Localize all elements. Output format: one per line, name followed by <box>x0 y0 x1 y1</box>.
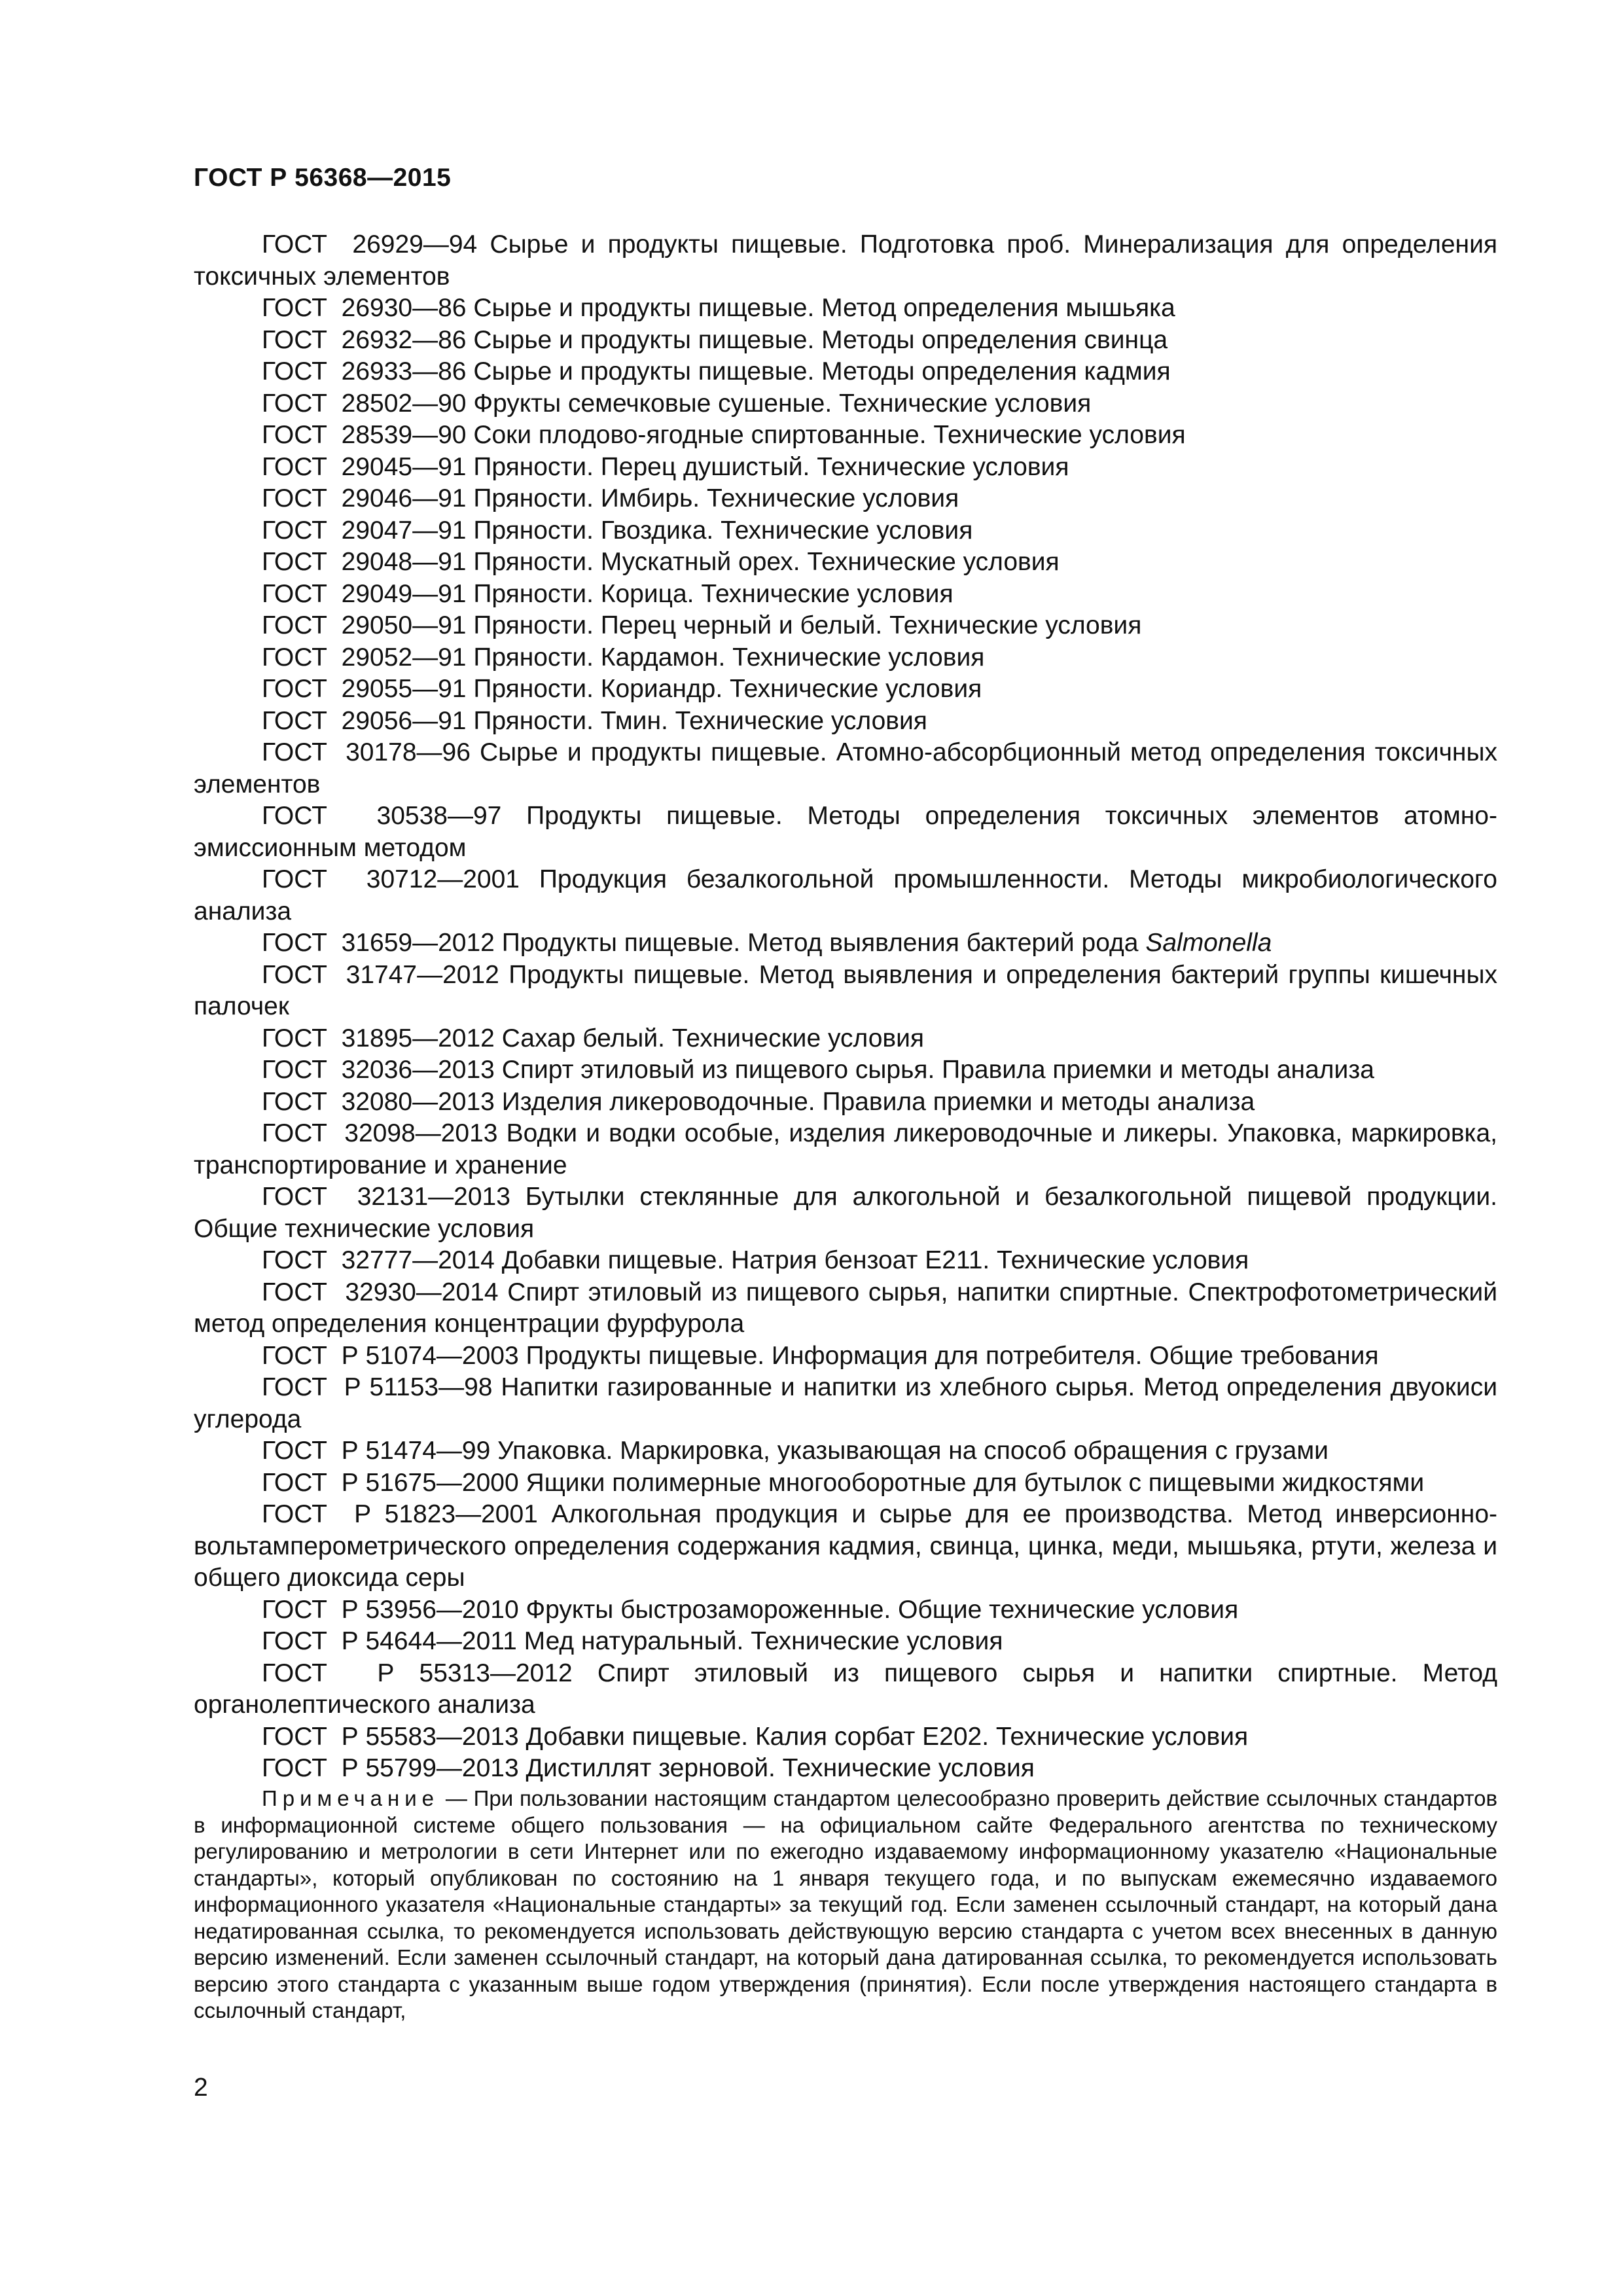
reference-title: Ящики полимерные многооборотные для бутылок с пищевыми жидкостями <box>526 1468 1425 1497</box>
reference-item <box>194 737 1497 800</box>
reference-code: ГОСТ 32036—2013 <box>262 1056 495 1084</box>
reference-title: Упаковка. Маркировка, указывающая на способ обращения с грузами <box>497 1437 1329 1465</box>
reference-title: Сырье и продукты пищевые. Подготовка проб. Минерализация для определения токсичных элементов <box>194 230 1497 291</box>
reference-title: Сырье и продукты пищевые. Атомно-абсорбционный метод определения токсичных элементов <box>194 738 1497 798</box>
reference-title: Сырье и продукты пищевые. Методы определения свинца <box>473 325 1168 354</box>
reference-item <box>194 1277 1497 1340</box>
reference-code: ГОСТ 29055—91 <box>262 675 467 703</box>
reference-code: ГОСТ 26932—86 <box>262 325 467 354</box>
reference-title: Пряности. Тмин. Технические условия <box>473 706 927 735</box>
reference-item <box>194 610 1497 642</box>
reference-code: ГОСТ 30712—2001 <box>262 865 520 893</box>
reference-title: Продукты пищевые. Метод выявления бактерий рода <box>501 929 1139 957</box>
reference-code: ГОСТ 32098—2013 <box>262 1119 498 1147</box>
reference-title: Пряности. Перец душистый. Технические условия <box>473 452 1069 481</box>
reference-item <box>194 1467 1497 1499</box>
reference-title: Фрукты семечковые сушеные. Технические условия <box>473 389 1092 418</box>
reference-title: Сырье и продукты пищевые. Метод определения мышьяка <box>473 294 1175 322</box>
reference-title: Водки и водки особые, изделия ликероводочные и ликеры. Упаковка, маркировка, транспортирование и хранение <box>194 1119 1497 1179</box>
note-text: — При пользовании настоящим стандартом целесообразно проверить действие ссылочных стандартов в информационной системе общего пользования — на официальном сайте Федерального агентства по техническому регулированию и метрологии в сети Интернет или по ежегодно издаваемому информационному указателю «Национальные стандарты», который опубликован по состоянию на 1 января текущего года, и по выпускам ежемесячно издаваемого информационного указателя «Национальные стандарты» за текущий год. Если заменен ссылочный стандарт, на который дана недатированная ссылка, то рекомендуется использовать действующую версию стандарта с учетом всех внесенных в данную версию изменений. Если заменен ссылочный стандарт, на который дана датированная ссылка, то рекомендуется использовать версию этого стандарта с указанным выше годом утверждения (принятия). Если после утверждения настоящего стандарта в ссылочный стандарт, <box>194 1786 1497 2022</box>
reference-title: Продукты пищевые. Информация для потребителя. Общие требования <box>526 1341 1379 1370</box>
reference-code: ГОСТ 32777—2014 <box>262 1246 495 1274</box>
reference-code: ГОСТ 26930—86 <box>262 294 467 322</box>
reference-item <box>194 1054 1497 1086</box>
page-number: 2 <box>194 2073 208 2102</box>
reference-code: ГОСТ 31895—2012 <box>262 1024 495 1052</box>
reference-title: Бутылки стеклянные для алкогольной и безалкогольной пищевой продукции. Общие технические условия <box>194 1183 1498 1243</box>
reference-title: Пряности. Перец черный и белый. Технические условия <box>473 611 1142 639</box>
reference-item <box>194 1753 1497 1785</box>
reference-title: Продукты пищевые. Методы определения токсичных элементов атомно-эмиссионным методом <box>194 802 1497 862</box>
reference-item <box>194 579 1497 611</box>
reference-code: ГОСТ Р 51823—2001 <box>262 1500 538 1528</box>
reference-title: Изделия ликероводочные. Правила приемки и методы анализа <box>501 1087 1255 1116</box>
reference-title: Спирт этиловый из пищевого сырья, напитки спиртные. Спектрофотометрический метод определения концентрации фурфурола <box>194 1278 1497 1338</box>
reference-item <box>194 927 1497 960</box>
reference-item <box>194 1086 1497 1119</box>
reference-title: Дистиллят зерновой. Технические условия <box>526 1754 1035 1782</box>
reference-item <box>194 800 1497 864</box>
reference-code: ГОСТ Р 51474—99 <box>262 1437 491 1465</box>
reference-item <box>194 483 1497 515</box>
reference-item <box>194 1721 1497 1753</box>
reference-code: ГОСТ 29056—91 <box>262 706 467 735</box>
reference-item <box>194 1245 1497 1277</box>
reference-item <box>194 293 1497 325</box>
reference-code: ГОСТ 32080—2013 <box>262 1087 495 1116</box>
reference-code: ГОСТ 31747—2012 <box>262 960 499 989</box>
reference-code: ГОСТ Р 54644—2011 <box>262 1627 517 1655</box>
reference-title: Фрукты быстрозамороженные. Общие технические условия <box>526 1595 1239 1624</box>
reference-title: Спирт этиловый из пищевого сырья и напитки спиртные. Метод органолептического анализа <box>194 1659 1498 1719</box>
reference-title: Пряности. Кардамон. Технические условия <box>473 643 985 672</box>
reference-item <box>194 1435 1497 1467</box>
reference-code: ГОСТ Р 51074—2003 <box>262 1341 519 1370</box>
reference-code: ГОСТ 29047—91 <box>262 516 467 545</box>
reference-italic-term: Salmonella <box>1145 929 1272 957</box>
reference-item <box>194 1594 1497 1626</box>
reference-code: ГОСТ Р 55799—2013 <box>262 1754 519 1782</box>
note-label: Примечание <box>262 1786 440 1810</box>
reference-code: ГОСТ 31659—2012 <box>262 929 495 957</box>
reference-title: Пряности. Имбирь. Технические условия <box>473 484 959 512</box>
reference-code: ГОСТ 29050—91 <box>262 611 467 639</box>
reference-code: ГОСТ 28502—90 <box>262 389 467 418</box>
reference-code: ГОСТ 29052—91 <box>262 643 467 672</box>
normative-references-list <box>194 229 1497 1785</box>
reference-title: Напитки газированные и напитки из хлебного сырья. Метод определения двуокиси углерода <box>194 1373 1497 1433</box>
reference-item <box>194 1118 1497 1181</box>
reference-code: ГОСТ Р 53956—2010 <box>262 1595 519 1624</box>
reference-title: Добавки пищевые. Калия сорбат Е202. Технические условия <box>526 1722 1249 1751</box>
reference-item <box>194 452 1497 484</box>
reference-item <box>194 1181 1497 1245</box>
reference-item <box>194 673 1497 706</box>
reference-item <box>194 515 1497 547</box>
reference-title: Пряности. Мускатный орех. Технические условия <box>473 548 1060 576</box>
reference-code: ГОСТ 26933—86 <box>262 357 467 386</box>
reference-item <box>194 1372 1497 1435</box>
reference-item <box>194 960 1497 1023</box>
reference-item <box>194 356 1497 388</box>
reference-item <box>194 229 1497 293</box>
reference-item <box>194 547 1497 579</box>
reference-item <box>194 706 1497 738</box>
reference-item <box>194 642 1497 674</box>
reference-item <box>194 325 1497 357</box>
reference-title: Спирт этиловый из пищевого сырья. Правила приемки и методы анализа <box>501 1056 1374 1084</box>
reference-title: Добавки пищевые. Натрия бензоат Е211. Технические условия <box>501 1246 1249 1274</box>
reference-code: ГОСТ 29049—91 <box>262 579 467 608</box>
reference-code: ГОСТ Р 55313—2012 <box>262 1659 573 1687</box>
reference-code: ГОСТ 28539—90 <box>262 421 467 449</box>
reference-title: Алкогольная продукция и сырье для ее производства. Метод инверсионно-вольтамперометрического определения содержания кадмия, свинца, цинка, меди, мышьяка, ртути, железа и общего диоксида серы <box>194 1500 1497 1592</box>
reference-code: ГОСТ 30178—96 <box>262 738 471 766</box>
reference-title: Пряности. Гвоздика. Технические условия <box>473 516 973 545</box>
reference-item <box>194 1023 1497 1055</box>
reference-item <box>194 1658 1497 1721</box>
reference-title: Продукция безалкогольной промышленности. Методы микробиологического анализа <box>194 865 1497 925</box>
reference-title: Соки плодово-ягодные спиртованные. Технические условия <box>473 421 1186 449</box>
reference-code: ГОСТ Р 51153—98 <box>262 1373 493 1401</box>
reference-code: ГОСТ 32930—2014 <box>262 1278 499 1306</box>
reference-item <box>194 388 1497 420</box>
reference-code: ГОСТ Р 51675—2000 <box>262 1468 519 1497</box>
reference-title: Продукты пищевые. Метод выявления и определения бактерий группы кишечных палочек <box>194 960 1497 1020</box>
reference-code: ГОСТ 29048—91 <box>262 548 467 576</box>
reference-item <box>194 1626 1497 1658</box>
reference-code: ГОСТ 26929—94 <box>262 230 478 259</box>
reference-code: ГОСТ 32131—2013 <box>262 1183 510 1211</box>
reference-item <box>194 1499 1497 1594</box>
reference-title: Сахар белый. Технические условия <box>501 1024 925 1052</box>
document-header-title: ГОСТ Р 56368—2015 <box>194 164 452 192</box>
reference-title: Мед натуральный. Технические условия <box>524 1627 1003 1655</box>
reference-code: ГОСТ 30538—97 <box>262 802 502 830</box>
reference-title: Сырье и продукты пищевые. Методы определения кадмия <box>473 357 1171 386</box>
reference-item <box>194 864 1497 927</box>
reference-code: ГОСТ 29045—91 <box>262 452 467 481</box>
reference-title: Пряности. Кориандр. Технические условия <box>473 675 982 703</box>
reference-code: ГОСТ Р 55583—2013 <box>262 1722 519 1751</box>
reference-title: Пряности. Корица. Технические условия <box>473 579 954 608</box>
reference-note <box>194 1785 1497 2024</box>
reference-code: ГОСТ 29046—91 <box>262 484 467 512</box>
reference-item <box>194 1340 1497 1372</box>
reference-item <box>194 420 1497 452</box>
